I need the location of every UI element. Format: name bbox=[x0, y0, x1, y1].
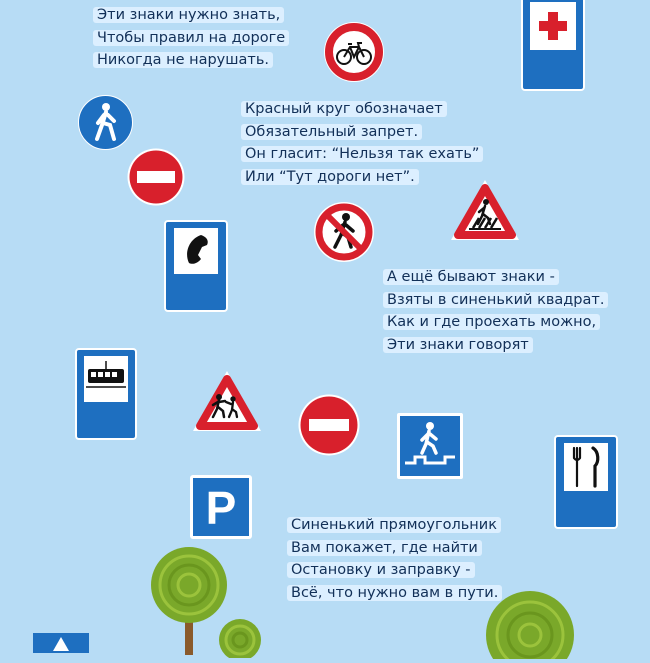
tree-icon bbox=[484, 589, 576, 663]
poem-stanza-4 bbox=[287, 514, 502, 604]
poem-line: А ещё бывают знаки - bbox=[383, 266, 608, 289]
pedestrian-crossing-sign-icon bbox=[33, 633, 89, 653]
poem-line: Или “Тут дороги нет”. bbox=[241, 166, 483, 189]
poem-line: Никогда не нарушать. bbox=[93, 49, 289, 72]
tree-icon bbox=[218, 618, 262, 662]
poem-line: Остановку и заправку - bbox=[287, 559, 502, 582]
parking-letter: P bbox=[205, 482, 237, 534]
pedestrian-crossing-warning-icon bbox=[449, 178, 521, 242]
poem-line: Эти знаки нужно знать, bbox=[93, 4, 289, 27]
poem-stanza-3 bbox=[383, 266, 608, 356]
no-pedestrians-sign-icon bbox=[313, 201, 375, 263]
telephone-sign-icon bbox=[165, 221, 227, 311]
poem-line: Всё, что нужно вам в пути. bbox=[287, 582, 502, 605]
poem-line: Вам покажет, где найти bbox=[287, 537, 502, 560]
poem-line: Синенький прямоугольник bbox=[287, 514, 502, 537]
no-bicycles-sign-icon bbox=[323, 21, 385, 83]
first-aid-sign-icon bbox=[522, 0, 584, 90]
poem-line: Как и где проехать можно, bbox=[383, 311, 608, 334]
no-entry-sign-icon bbox=[298, 394, 360, 456]
poem-stanza-1 bbox=[93, 4, 289, 72]
no-entry-sign-icon bbox=[127, 148, 185, 206]
poem-line: Обязательный запрет. bbox=[241, 121, 483, 144]
food-sign-icon bbox=[555, 436, 617, 528]
poem-line: Эти знаки говорят bbox=[383, 334, 608, 357]
parking-sign-icon bbox=[190, 475, 252, 539]
poem-line: Он гласит: “Нельзя так ехать” bbox=[241, 143, 483, 166]
children-warning-icon bbox=[191, 369, 263, 433]
poem-stanza-2 bbox=[241, 98, 483, 188]
poem-line: Красный круг обозначает bbox=[241, 98, 483, 121]
tram-stop-sign-icon bbox=[76, 349, 136, 439]
poem-line: Взяты в синенький квадрат. bbox=[383, 289, 608, 312]
underground-crossing-sign-icon bbox=[397, 413, 463, 479]
poem-line: Чтобы правил на дороге bbox=[93, 27, 289, 50]
pedestrian-zone-sign-icon bbox=[78, 95, 133, 150]
